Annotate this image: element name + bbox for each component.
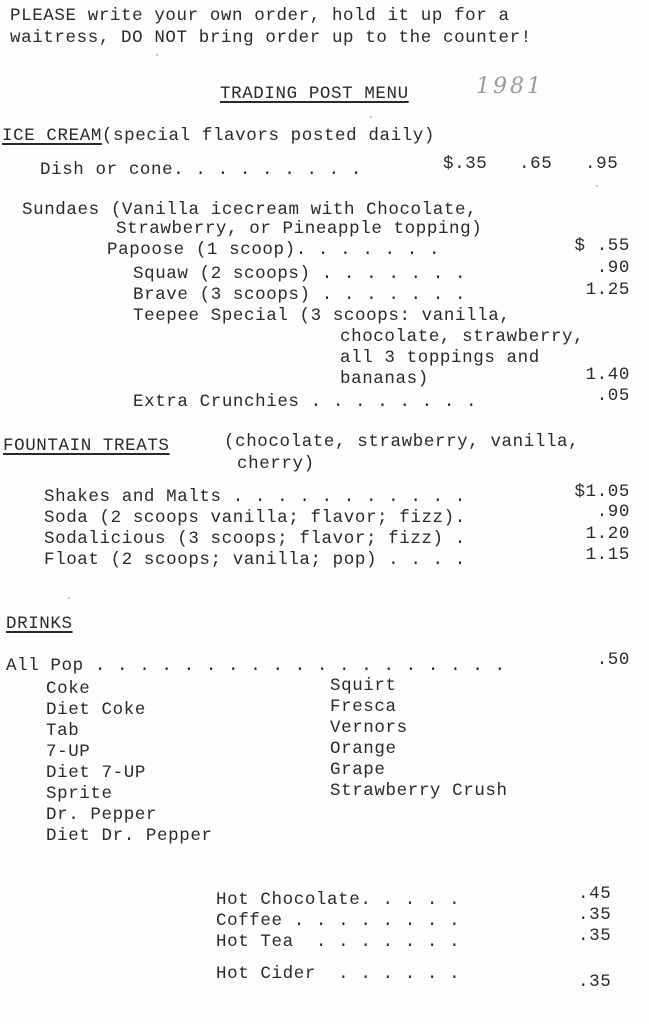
pop-orange: Orange — [330, 739, 397, 759]
handwritten-year: 1981 — [476, 74, 544, 99]
dish-or-cone-price-small: $.35 — [443, 154, 488, 174]
extra-crunchies-label: Extra Crunchies . . . . . . . . — [133, 392, 478, 412]
pop-vernors: Vernors — [330, 718, 408, 738]
fountain-treats-heading: FOUNTAIN TREATS — [3, 436, 170, 456]
sundae-brave-price: 1.25 — [585, 280, 630, 300]
scan-speck — [68, 597, 70, 599]
sundae-brave-label: Brave (3 scoops) . . . . . . . — [133, 285, 467, 305]
teepee-special-line-1: Teepee Special (3 scoops: vanilla, — [133, 306, 511, 326]
pop-sprite: Sprite — [46, 784, 113, 804]
float-price: 1.15 — [585, 545, 630, 565]
extra-crunchies-price: .05 — [596, 386, 630, 406]
all-pop-label: All Pop . . . . . . . . . . . . . . . . . . . — [6, 656, 506, 676]
dish-or-cone-label: Dish or cone. . . . . . . . . — [40, 160, 362, 180]
pop-fresca: Fresca — [330, 697, 397, 717]
sundae-papoose-price: $ .55 — [574, 236, 630, 256]
all-pop-price: .50 — [596, 650, 630, 670]
teepee-special-line-4: bananas) — [340, 369, 429, 389]
sodalicious-label: Sodalicious (3 scoops; flavor; fizz) . — [44, 529, 466, 549]
pop-diet-7up: Diet 7-UP — [46, 763, 146, 783]
teepee-special-price: 1.40 — [585, 365, 630, 385]
sundaes-description-1: Sundaes (Vanilla icecream with Chocolate, — [22, 200, 478, 220]
sodalicious-price: 1.20 — [585, 524, 630, 544]
ice-cream-note: (special flavors posted daily) — [101, 126, 435, 146]
shakes-malts-price: $1.05 — [574, 482, 630, 502]
hot-chocolate-label: Hot Chocolate. . . . . — [216, 890, 461, 910]
dish-or-cone-price-large: .95 — [585, 154, 619, 174]
scan-speck — [596, 185, 598, 187]
sundae-squaw-price: .90 — [596, 258, 630, 278]
coffee-label: Coffee . . . . . . . . — [216, 911, 461, 931]
pop-tab: Tab — [46, 721, 80, 741]
sundaes-description-2: Strawberry, or Pineapple topping) — [116, 219, 483, 239]
pop-7up: 7-UP — [46, 742, 91, 762]
teepee-special-line-3: all 3 toppings and — [340, 348, 540, 368]
hot-tea-price: .35 — [578, 926, 612, 946]
scan-speck — [156, 54, 158, 56]
coffee-price: .35 — [578, 905, 612, 925]
pop-coke: Coke — [46, 679, 91, 699]
fountain-flavors-line-2: cherry) — [237, 454, 315, 474]
float-label: Float (2 scoops; vanilla; pop) . . . . — [44, 550, 466, 570]
ice-cream-header — [2, 126, 435, 147]
sundae-squaw-label: Squaw (2 scoops) . . . . . . . — [133, 264, 467, 284]
shakes-malts-label: Shakes and Malts . . . . . . . . . . . — [44, 487, 466, 507]
teepee-special-line-2: chocolate, strawberry, — [340, 327, 585, 347]
notice-line-2: waitress, DO NOT bring order up to the counter! — [10, 28, 532, 48]
hot-cider-label: Hot Cider . . . . . . — [216, 964, 461, 984]
sundae-papoose-label: Papoose (1 scoop). . . . . . . — [107, 240, 441, 260]
scan-speck — [370, 116, 372, 118]
pop-squirt: Squirt — [330, 676, 397, 696]
pop-grape: Grape — [330, 760, 386, 780]
hot-cider-price: .35 — [578, 972, 612, 992]
pop-dr-pepper: Dr. Pepper — [46, 805, 158, 825]
soda-label: Soda (2 scoops vanilla; flavor; fizz). — [44, 508, 466, 528]
pop-diet-dr-pepper: Diet Dr. Pepper — [46, 826, 213, 846]
hot-tea-label: Hot Tea . . . . . . . — [216, 932, 461, 952]
soda-price: .90 — [596, 502, 630, 522]
pop-diet-coke: Diet Coke — [46, 700, 146, 720]
dish-or-cone-price-medium: .65 — [519, 154, 553, 174]
drinks-heading: DRINKS — [6, 614, 73, 634]
pop-strawberry-crush: Strawberry Crush — [330, 781, 508, 801]
notice-line-1: PLEASE write your own order, hold it up for a — [10, 6, 510, 26]
menu-title: TRADING POST MENU — [220, 84, 409, 104]
hot-chocolate-price: .45 — [578, 884, 612, 904]
ice-cream-heading: ICE CREAM — [2, 126, 102, 146]
fountain-flavors-line-1: (chocolate, strawberry, vanilla, — [224, 432, 580, 452]
